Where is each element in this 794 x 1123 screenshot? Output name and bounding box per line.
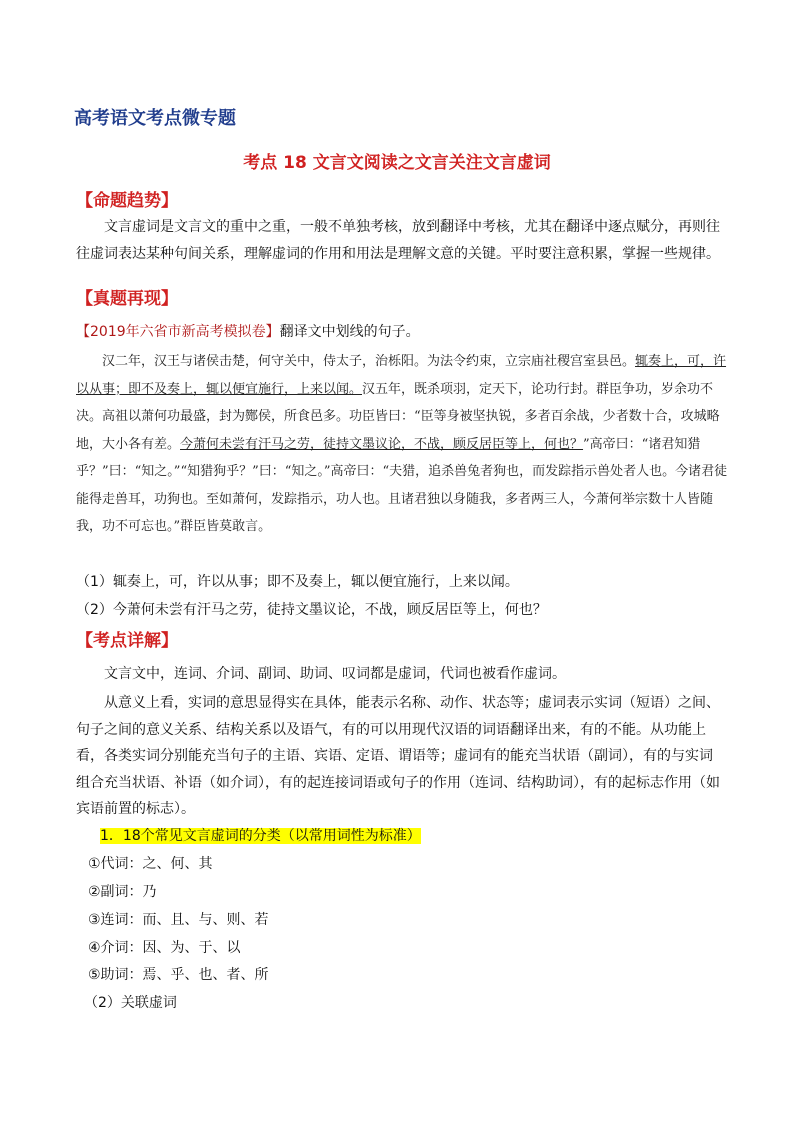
category-particle: ⑤助词：焉、乎、也、者、所 [88, 967, 269, 983]
sub-heading-related-function-words: （2）关联虚词 [84, 995, 177, 1011]
exam-instruction: 翻译文中划线的句子。 [279, 324, 420, 340]
detail-paragraph-2: 从意义上看，实词的意思显得实在具体，能表示名称、动作、状态等；虚词表示实词（短语）之间、句子之间的意义关系、结构关系以及语气，有的可以用现代汉语的词语翻译出来，有的不能。从功能上看，各类实词分别能充当句子的主语、宾语、定语、谓语等；虚词有的能充当状语（副词），有的与实词组合充当状语、补语（如介词），有的起连接词语或句子的作用（连词、结构助词），有的起标志作用（如宾语前置的标志）。 [76, 695, 720, 817]
question-1: （1）辄奏上，可，许以从事；即不及奏上，辄以便宜施行，上来以闻。 [76, 574, 519, 590]
category-adverb: ②副词：乃 [88, 884, 157, 900]
category-pronoun: ①代词：之、何、其 [88, 856, 213, 872]
section-heading-detail: 【考点详解】 [76, 631, 178, 651]
passage-text: ”高帝曰：“诸君知猎乎？”曰：“知之。”“知猎狗乎？”曰：“知之。”高帝曰：“夫猎，追杀兽兔者狗也，而发踪指示兽处者人也。今诸君徒能得走兽耳，功狗也。至如萧何，发踪指示，功人也。且诸君独以身随我，多者两三人，今萧何举宗数十人皆随我，功不可忘也。”群臣皆莫敢言。 [76, 436, 728, 534]
detail-paragraph-1: 文言文中，连词、介词、副词、助词、叹词都是虚词，代词也被看作虚词。 [104, 666, 566, 682]
section-heading-exam: 【真题再现】 [76, 289, 178, 309]
section-heading-trend: 【命题趋势】 [76, 191, 178, 211]
exam-source: 【2019年六省市新高考模拟卷】 [76, 324, 280, 340]
highlighted-text: 1．18个常见文言虚词的分类（以常用词性为标准） [100, 828, 421, 844]
classical-passage [76, 348, 730, 541]
series-title: 高考语文考点微专题 [74, 108, 236, 129]
category-preposition: ④介词：因、为、于、以 [88, 940, 241, 956]
trend-paragraph: 文言虚词是文言文的重中之重，一般不单独考核，放到翻译中考核，尤其在翻译中逐点赋分，再则往往虚词表达某种句间关系，理解虚词的作用和用法是理解文意的关键。平时要注意积累，掌握一些规律。 [76, 219, 720, 262]
question-2: （2）今萧何未尝有汗马之劳，徒持文墨议论，不战，顾反居臣等上，何也？ [76, 602, 547, 618]
underlined-sentence-2: 今萧何未尝有汗马之劳，徒持文墨议论，不战，顾反居臣等上，何也？ [180, 436, 584, 452]
exam-source-line [76, 322, 420, 342]
passage-text: 汉五年，既杀项羽，定天下，论功行封。群臣争功，岁余功不决。高祖以萧何功最盛，封为酂侯，所食邑多。功臣皆曰：“臣等身被坚执锐，多者百余战，少者数十合，攻城略地，大小各有差。 [76, 381, 720, 452]
page-title: 考点 18 文言文阅读之文言关注文言虚词 [243, 153, 551, 173]
category-conjunction: ③连词：而、且、与、则、若 [88, 912, 269, 928]
passage-text: 汉二年，汉王与诸侯击楚，何守关中，侍太子，治栎阳。为法令约束，立宗庙社稷宫室县邑。 [102, 354, 636, 369]
underlined-sentence-1: 辄奏上，可，许以从事；即不及奏上，辄以便宜施行，上来以闻。 [76, 354, 727, 397]
highlight-heading [100, 826, 421, 846]
